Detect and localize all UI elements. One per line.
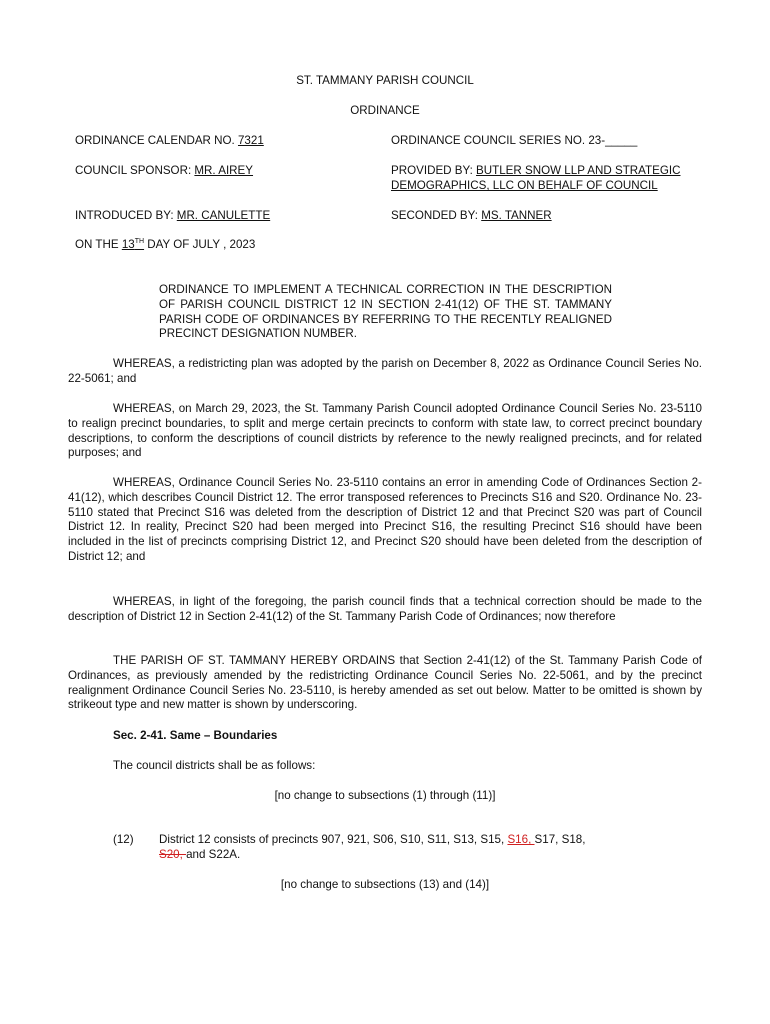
provided-by-line2 (391, 179, 658, 194)
council-sponsor (75, 164, 253, 179)
council-heading: ST. TAMMANY PARISH COUNCIL (296, 74, 474, 87)
council-series-number (391, 134, 637, 149)
ordains-paragraph: THE PARISH OF ST. TAMMANY HEREBY ORDAINS that Section 2-41(12) of the St. Tammany Parish Code of Ordinances, as previously amended by the redistricting Ordinance Council Series No. 22-5061, and by the precinct realignment Ordinance Council Series No. 23-5110, is hereby amended as set out below. Matter to be omitted is shown by strikeout type and new matter is shown by underscoring. (68, 654, 702, 712)
date-prefix: ON THE (75, 238, 122, 251)
sponsor-value: MR. AIREY (194, 164, 254, 177)
introduced-label: INTRODUCED BY: (75, 209, 177, 222)
introduced-by (75, 209, 270, 224)
subsection-text-c: and S22A. (186, 848, 241, 861)
sponsor-label: COUNCIL SPONSOR: (75, 164, 195, 177)
seconded-by (391, 209, 552, 224)
calendar-value: 7321 (237, 134, 264, 147)
whereas-paragraph-4: WHEREAS, in light of the foregoing, the parish council finds that a technical correction should be made to the description of District 12 in Section 2-41(12) of the St. Tammany Parish Code of Ordinances; now therefore (68, 595, 702, 623)
no-change-note-2: [no change to subsections (13) and (14)] (280, 878, 490, 891)
series-label: ORDINANCE COUNCIL SERIES NO. 23- (391, 134, 606, 147)
subsection-12-line1 (159, 833, 585, 848)
whereas-paragraph-2: WHEREAS, on March 29, 2023, the St. Tammany Parish Council adopted Ordinance Council Series No. 23-5110 to realign precinct boundaries, to split and merge certain precincts to conform with state law, to correct precinct boundary descriptions, to conform the descriptions of council districts by reference to the newly realigned precincts, and for related purposes; and (68, 402, 702, 460)
provided-label: PROVIDED BY: (391, 164, 477, 177)
whereas-paragraph-1: WHEREAS, a redistricting plan was adopted by the parish on December 8, 2022 as Ordinance Council Series No. 22-5061; and (68, 357, 702, 385)
calendar-label: ORDINANCE CALENDAR NO. (75, 134, 238, 147)
series-blank: _____ (605, 134, 638, 147)
section-intro: The council districts shall be as follows: (113, 759, 316, 772)
provided-by (391, 164, 680, 179)
seconded-value: MS. TANNER (481, 209, 552, 222)
ordinance-title: ORDINANCE TO IMPLEMENT A TECHNICAL CORRECTION IN THE DESCRIPTION OF PARISH COUNCIL DISTRICT 12 IN SECTION 2-41(12) OF THE ST. TAMMANY PARISH CODE OF ORDINANCES BY REFERRING TO THE RECENTLY REALIGNED PRECINCT DESIGNATION NUMBER. (159, 283, 612, 341)
subsection-text-a: District 12 consists of precincts 907, 921, S06, S10, S11, S13, S15, (159, 833, 508, 846)
deleted-precinct: S20, (159, 848, 187, 861)
provided-value-line2: DEMOGRAPHICS, LLC ON BEHALF OF COUNCIL (391, 179, 658, 192)
document-type: ORDINANCE (350, 104, 420, 117)
section-heading (113, 729, 277, 744)
calendar-number (75, 134, 264, 149)
subsection-text-b: S17, S18, (534, 833, 586, 846)
adoption-date (75, 238, 255, 253)
date-day: 13 (121, 238, 135, 251)
section-heading-text: Sec. 2-41. Same – Boundaries (113, 729, 278, 742)
no-change-note-1: [no change to subsections (1) through (11)] (274, 789, 496, 802)
provided-value-line1: BUTLER SNOW LLP AND STRATEGIC (476, 164, 681, 177)
date-day-wrapper (122, 238, 144, 251)
date-rest: DAY OF JULY , 2023 (144, 238, 256, 251)
subsection-number: (12) (113, 833, 134, 846)
seconded-label: SECONDED BY: (391, 209, 482, 222)
introduced-value: MR. CANULETTE (176, 209, 271, 222)
added-precinct: S16, (507, 833, 535, 846)
subsection-12-line2 (159, 848, 240, 863)
date-ordinal: TH (134, 238, 145, 246)
whereas-paragraph-3: WHEREAS, Ordinance Council Series No. 23-5110 contains an error in amending Code of Ordinances Section 2-41(12), which describes Council District 12. The error transposed references to Precincts S16 and S20. Ordinance No. 23-5110 stated that Precinct S16 was deleted from the description of District 12 and that Precinct S20 was part of Council District 12. In reality, Precinct S20 had been merged into Precinct S16, the resulting Precinct S16 should have been included in the list of precincts comprising District 12, and Precinct S20 should have been deleted from the description of District 12; and (68, 476, 702, 563)
